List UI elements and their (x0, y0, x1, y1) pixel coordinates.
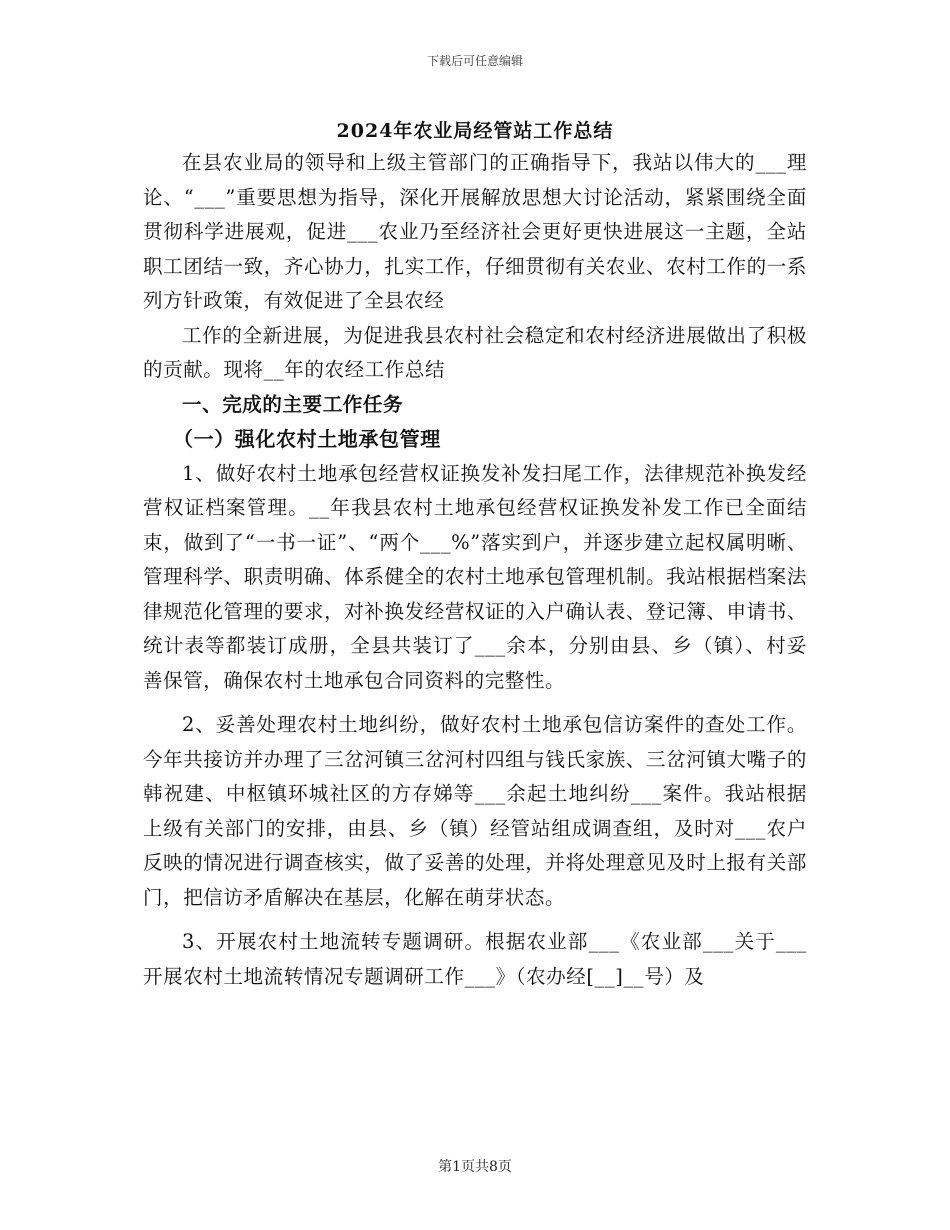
subsection-heading-land-contract: （一）强化农村土地承包管理 (173, 427, 441, 451)
paragraph-intro-continued: 工作的全新进展，为促进我县农村社会稳定和农村经济进展做出了积极的贡献。现将__年的农经工作总结 (143, 323, 807, 381)
paragraph-intro: 在县农业局的领导和上级主管部门的正确指导下，我站以伟大的___理论、“___”重要思想为指导，深化开展解放思想大讨论活动，紧紧围绕全面贯彻科学进展观，促进___农业乃至经济社会更好更快进展这一主题，全站职工团结一致，齐心协力，扎实工作，仔细贯彻有关农业、农村工作的一系列方针政策，有效促进了全县农经 (143, 151, 807, 312)
section-heading-main-tasks: 一、完成的主要工作任务 (182, 392, 404, 416)
paragraph-item-2: 2、妥善处理农村土地纠纷，做好农村土地承包信访案件的查处工作。今年共接访并办理了三岔河镇三岔河村四组与钱氏家族、三岔河镇大嘴子的韩祝建、中枢镇环城社区的方存娣等___余起土地纠纷___案件。我站根据上级有关部门的安排，由县、乡（镇）经管站组成调查组，及时对___农户反映的情况进行调查核实，做了妥善的处理，并将处理意见及时上报有关部门，把信访矛盾解决在基层，化解在萌芽状态。 (143, 713, 807, 909)
paragraph-item-3: 3、开展农村土地流转专题调研。根据农业部___《农业部___关于___开展农村土地流转情况专题调研工作___》（农办经[__]__号）及 (143, 930, 807, 988)
page-footer: 第1页共8页 (438, 1159, 512, 1175)
document-title: 2024年农业局经管站工作总结 (336, 120, 614, 142)
document-body (143, 146, 807, 994)
header-note: 下载后可任意编辑 (426, 54, 523, 68)
paragraph-item-1: 1、做好农村土地承包经营权证换发补发扫尾工作，法律规范补换发经营权证档案管理。__年我县农村土地承包经营权证换发补发工作已全面结束，做到了“一书一证”、“两个___%”落实到户，并逐步建立起权属明晰、管理科学、职责明确、体系健全的农村土地承包管理机制。我站根据档案法律规范化管理的要求，对补换发经营权证的入户确认表、登记簿、申请书、统计表等都装订成册，全县共装订了___余本，分别由县、乡（镇）、村妥善保管，确保农村土地承包合同资料的完整性。 (143, 461, 807, 692)
